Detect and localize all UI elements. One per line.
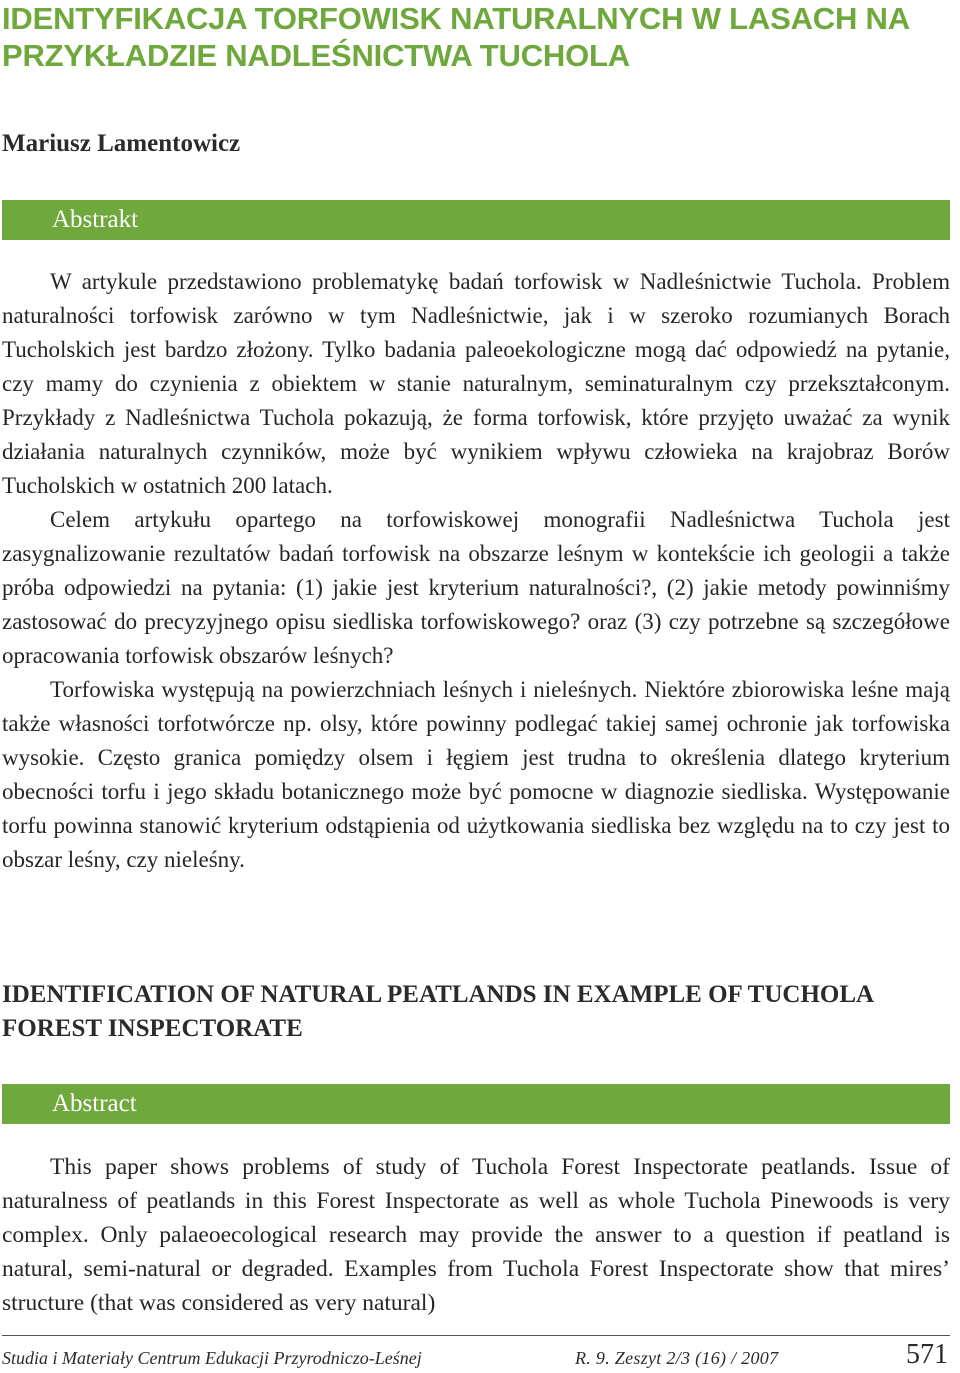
abstract-pl-heading-bar [2,200,950,240]
author-name: Mariusz Lamentowicz [2,130,241,157]
polish-title: IDENTYFIKACJA TORFOWISK NATURALNYCH W LASACH NA PRZYKŁADZIE NADLEŚNICTWA TUCHOLA [2,1,909,73]
page-number: 571 [906,1339,948,1370]
abstract-pl-body [2,265,950,877]
footer-divider [2,1335,950,1336]
abstract-en-heading-bar [2,1084,950,1124]
abstract-pl-paragraph: Celem artykułu opartego na torfowiskowej monografii Nadleśnictwa Tuchola jest zasygnalizowanie rezultatów badań torfowisk na obszarze leśnym w kontekście ich geologii a także próba odpowiedzi na pytania: (1) jakie jest kryterium naturalności?, (2) jakie metody powinniśmy zastosować do precyzyjnego opisu siedliska torfowiskowego? oraz (3) czy potrzebne są szczegółowe opracowania torfowisk obszarów leśnych? [2,507,950,668]
footer-journal-name: Studia i Materiały Centrum Edukacji Przyrodniczo-Leśnej [2,1348,422,1368]
abstract-en-paragraph: This paper shows problems of study of Tuchola Forest Inspectorate peatlands. Issue of naturalness of peatlands in this Forest Inspectorate as well as whole Tuchola Pinewoods is very complex. Only palaeoecological research may provide the answer to a question if peatland is natural, semi-natural or degraded. Examples from Tuchola Forest Inspectorate show that mires’ structure (that was considered as very natural) [2,1154,950,1316]
abstract-pl-heading: Abstrakt [52,206,139,233]
abstract-en-heading: Abstract [52,1090,137,1117]
footer-issue: R. 9. Zeszyt 2/3 (16) / 2007 [575,1348,779,1368]
abstract-en-body [2,1150,950,1320]
english-title: IDENTIFICATION OF NATURAL PEATLANDS IN EXAMPLE OF TUCHOLA FOREST INSPECTORATE [2,981,873,1042]
abstract-pl-paragraph: W artykule przedstawiono problematykę badań torfowisk w Nadleśnictwie Tuchola. Problem naturalności torfowisk zarówno w tym Nadleśnictwie, jak i w szeroko rozumianych Borach Tucholskich jest bardzo złożony. Tylko badania paleoekologiczne mogą dać odpowiedź na pytanie, czy mamy do czynienia z obiektem w stanie naturalnym, seminaturalnym czy przekształconym. Przykłady z Nadleśnictwa Tuchola pokazują, że forma torfowisk, które przyjęto uważać za wynik działania naturalnych czynników, może być wynikiem wpływu człowieka na krajobraz Borów Tucholskich w ostatnich 200 latach. [2,269,950,498]
abstract-pl-paragraph: Torfowiska występują na powierzchniach leśnych i nieleśnych. Niektóre zbiorowiska leśne mają także własności torfotwórcze np. olsy, które powinny podlegać takiej samej ochronie jak torfowiska wysokie. Często granica pomiędzy olsem i łęgiem jest trudna to określenia dlatego kryterium obecności torfu i jego składu botanicznego może być pomocne w diagnozie siedliska. Występowanie torfu powinna stanowić kryterium odstąpienia od użytkowania siedliska bez względu na to czy jest to obszar leśny, czy nieleśny. [2,677,950,872]
